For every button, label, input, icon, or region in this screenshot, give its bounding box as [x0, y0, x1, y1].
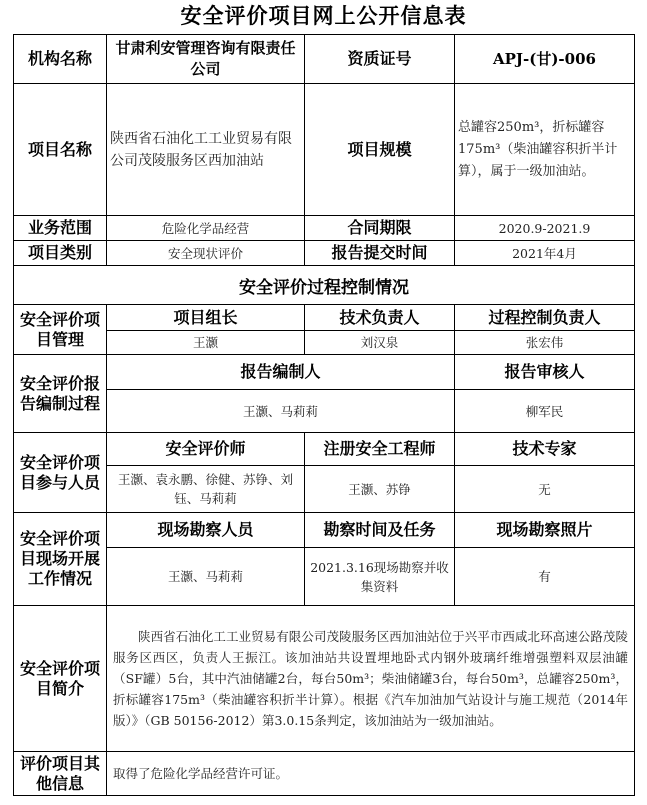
leader-value: 王灏 — [107, 331, 305, 355]
contract-value: 2020.9-2021.9 — [455, 216, 635, 241]
project-row — [14, 84, 635, 216]
report-value-row — [14, 390, 635, 433]
other-text: 取得了危险化学品经营许可证。 — [107, 752, 635, 796]
reviewer-header: 报告审核人 — [455, 355, 635, 390]
other-row — [14, 752, 635, 796]
evaluator-header: 安全评价师 — [107, 433, 305, 466]
section-row — [14, 266, 635, 305]
expert-value: 无 — [455, 466, 635, 513]
summary-label: 安全评价项目简介 — [14, 606, 107, 752]
time-header: 勘察时间及任务 — [305, 513, 455, 548]
business-row — [14, 216, 635, 241]
scale-value: 总罐容250m³，折标罐容175m³（柴油罐容积折半计算），属于一级加油站。 — [455, 84, 635, 216]
participants-value-row — [14, 466, 635, 513]
author-header: 报告编制人 — [107, 355, 455, 390]
participants-label: 安全评价项目参与人员 — [14, 433, 107, 513]
org-name: 甘肃利安管理咨询有限责任公司 — [107, 35, 305, 84]
participants-header-row — [14, 433, 635, 466]
cert-label: 资质证号 — [305, 35, 455, 84]
summary-text: 陕西省石油化工工业贸易有限公司茂陵服务区西加油站位于兴平市西咸北环高速公路茂陵服务区西区，负责人王振江。该加油站共设置埋地卧式内钢外玻璃纤维增强塑料双层油罐（SF罐）5台，其中汽油储罐2台，每台50m³；柴油储罐3台，每台50m³，总罐容250m³，折标罐容175m³（柴油罐容积折半计算）。根据《汽车加油加气站设计与施工规范（2014年版）》（GB 50156-2012）第3.0.15条判定，该加油站为一级加油站。 — [107, 606, 635, 752]
tech-value: 刘汉泉 — [305, 331, 455, 355]
other-label: 评价项目其他信息 — [14, 752, 107, 796]
management-header-row — [14, 305, 635, 331]
leader-header: 项目组长 — [107, 305, 305, 331]
expert-header: 技术专家 — [455, 433, 635, 466]
photo-header: 现场勘察照片 — [455, 513, 635, 548]
photo-value: 有 — [455, 548, 635, 606]
page-title: 安全评价项目网上公开信息表 — [180, 3, 467, 28]
business-label: 业务范围 — [14, 216, 107, 241]
author-value: 王灏、马莉莉 — [107, 390, 455, 433]
management-value-row — [14, 331, 635, 355]
time-value: 2021.3.16现场勘察并收集资料 — [305, 548, 455, 606]
summary-row — [14, 606, 635, 752]
tech-header: 技术负责人 — [305, 305, 455, 331]
engineer-header: 注册安全工程师 — [305, 433, 455, 466]
report-time-value: 2021年4月 — [455, 241, 635, 266]
site-header-row — [14, 513, 635, 548]
staff-header: 现场勘察人员 — [107, 513, 305, 548]
management-label: 安全评价项目管理 — [14, 305, 107, 355]
category-value: 安全现状评价 — [107, 241, 305, 266]
category-row — [14, 241, 635, 266]
project-name: 陕西省石油化工工业贸易有限公司茂陵服务区西加油站 — [107, 84, 305, 216]
business-value: 危险化学品经营 — [107, 216, 305, 241]
site-label: 安全评价项目现场开展工作情况 — [14, 513, 107, 606]
scale-label: 项目规模 — [305, 84, 455, 216]
report-time-label: 报告提交时间 — [305, 241, 455, 266]
report-header-row — [14, 355, 635, 390]
category-label: 项目类别 — [14, 241, 107, 266]
process-header: 过程控制负责人 — [455, 305, 635, 331]
section-title: 安全评价过程控制情况 — [14, 266, 635, 305]
cert-number: APJ-(甘)-006 — [455, 35, 635, 84]
org-label: 机构名称 — [14, 35, 107, 84]
process-value: 张宏伟 — [455, 331, 635, 355]
report-label: 安全评价报告编制过程 — [14, 355, 107, 433]
org-row — [14, 35, 635, 84]
staff-value: 王灏、马莉莉 — [107, 548, 305, 606]
project-label: 项目名称 — [14, 84, 107, 216]
info-table — [13, 34, 635, 796]
site-value-row — [14, 548, 635, 606]
reviewer-value: 柳军民 — [455, 390, 635, 433]
evaluator-value: 王灏、袁永鹏、徐健、苏铮、刘钰、马莉莉 — [107, 466, 305, 513]
contract-label: 合同期限 — [305, 216, 455, 241]
engineer-value: 王灏、苏铮 — [305, 466, 455, 513]
